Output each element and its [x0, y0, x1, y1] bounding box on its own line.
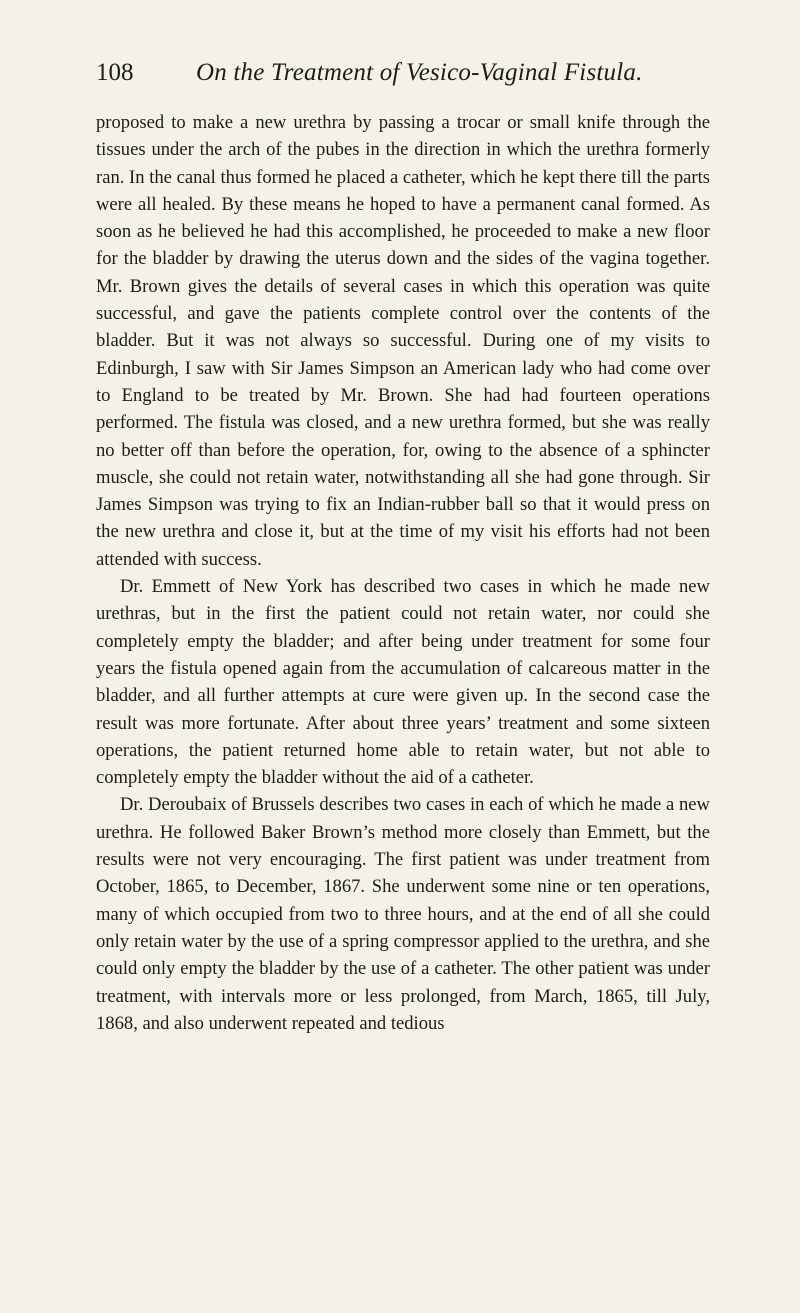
body-text: [96, 109, 710, 1037]
running-title: On the Treatment of Vesico-Vaginal Fistula.: [196, 59, 643, 86]
paragraph-continued: proposed to make a new urethra by passing a trocar or small knife through the tissues under the arch of the pubes in the direction in which the urethra formerly ran. In the canal thus formed he placed a catheter, which he kept there till the parts were all healed. By these means he hoped to have a permanent canal formed. As soon as he believed he had this accomplished, he proceeded to make a new floor for the bladder by drawing the uterus down and the sides of the vagina together. Mr. Brown gives the details of several cases in which this operation was quite successful, and gave the patients complete control over the contents of the bladder. But it was not always so successful. During one of my visits to Edinburgh, I saw with Sir James Simpson an American lady who had come over to England to be treated by Mr. Brown. She had had fourteen operations performed. The fistula was closed, and a new urethra formed, but she was really no better off than before the operation, for, owing to the absence of a sphincter muscle, she could not retain water, notwithstanding all she had gone through. Sir James Simpson was trying to fix an Indian-rubber ball so that it would press on the new urethra and close it, but at the time of my visit his efforts had not been attended with success.: [96, 112, 710, 570]
paragraph-emmett: Dr. Emmett of New York has described two cases in which he made new urethras, but in the first the patient could not retain water, nor could she completely empty the bladder; and after being under treatment for some four years the fistula opened again from the accumulation of calcareous matter in the bladder, and all further attempts at cure were given up. In the second case the result was more fortunate. After about three years’ treatment and some sixteen operations, the patient returned home able to retain water, but not able to completely empty the bladder without the aid of a catheter.: [96, 576, 710, 789]
paragraph-deroubaix: Dr. Deroubaix of Brussels describes two cases in each of which he made a new urethra. He followed Baker Brown’s method more closely than Emmett, but the results were not very encouraging. The first patient was under treatment from October, 1865, to December, 1867. She underwent some nine or ten operations, many of which occupied from two to three hours, and at the end of all she could only retain water by the use of a spring compressor applied to the urethra, and she could only empty the bladder by the use of a catheter. The other patient was under treatment, with intervals more or less prolonged, from March, 1865, till July, 1868, and also underwent repeated and tedious: [96, 794, 710, 1034]
page-number: 108: [96, 59, 134, 86]
page-header: [96, 58, 708, 92]
